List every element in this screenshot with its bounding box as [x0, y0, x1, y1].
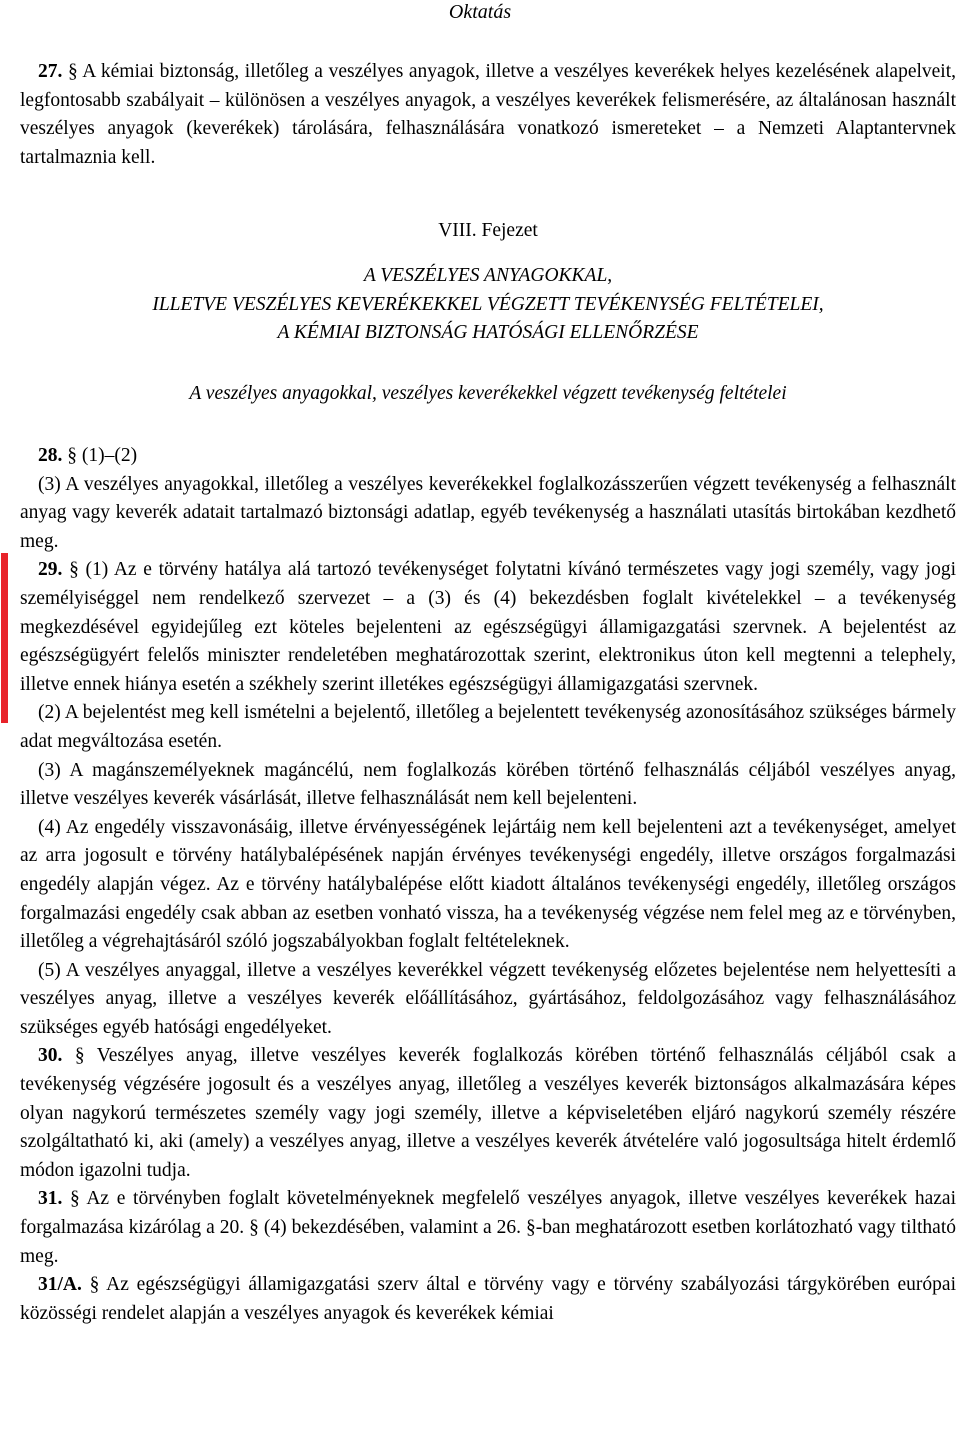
section-30-body: § Veszélyes anyag, illetve veszélyes keverék foglalkozás körében történő felhasználás céljából csak a tevékenység végzésére jogosult és a veszélyes anyag, illetőleg a veszélyes keverék biztonságos alkalmazására képes olyan nagykorú természetes személy vagy jogi személy, illetve a képviseletében eljáró nagykorú személy részére szolgáltatható ki, aki (amely) a veszélyes anyag, illetve a veszélyes keverék átvételére való jogosultsága hitelt érdemlő módon igazolni tudja. [20, 1045, 957, 1181]
section-29-paragraph-3: (3) A magánszemélyeknek magáncélú, nem foglalkozás körében történő felhasználás céljából veszélyes anyag, illetve veszélyes keverék vásárlását, illetve felhasználását nem kell bejelenteni. [20, 759, 956, 810]
section-31a-body: § Az egészségügyi államigazgatási szerv által e törvény vagy e törvény szabályozási tárgykörében európai közösségi rendelet alapján a veszélyes anyagok és keverékek kémiai [20, 1274, 957, 1324]
chapter-heading [20, 217, 956, 246]
change-marker-bar [1, 553, 8, 723]
chapter-title-line-3: A KÉMIAI BIZTONSÁG HATÓSÁGI ELLENŐRZÉSE [277, 322, 699, 344]
section-28-29 [20, 442, 956, 1328]
section-29-number: 29. [38, 559, 63, 581]
section-30-number: 30. [38, 1045, 63, 1067]
section-27-text [20, 58, 956, 172]
section-28-head: § (1)–(2) [67, 445, 138, 466]
section-28-heading [20, 442, 956, 471]
section-29-paragraph-5: (5) A veszélyes anyaggal, illetve a veszélyes keverékkel végzett tevékenység előzetes bejelentése nem helyettesíti a veszélyes anyag, illetve a veszélyes keverék előállításához, gyártásához, feldolgozásához vagy felhasználásához szükséges egyéb hatósági engedélyeket. [20, 959, 956, 1038]
section-31a [20, 1271, 956, 1328]
section-31-body: § Az e törvényben foglalt követelményeknek megfelelő veszélyes anyagok, illetve veszélyes keverékek hazai forgalmazása kizárólag a 20. § (4) bekezdésében, valamint a 26. §-ban meghatározott esetben korlátozható vagy tiltható meg. [20, 1188, 957, 1267]
section-27-body: § A kémiai biztonság, illetőleg a veszélyes anyagok, illetve a veszélyes keverékek helyes kezelésének alapelveit, legfontosabb szabályait – különösen a veszélyes anyagok, a veszélyes keverékek felismerésére, az általánosan használt veszélyes anyagok (keverékek) tárolására, felhasználására vonatkozó ismereteket – a Nemzeti Alaptantervnek tartalmaznia kell. [20, 61, 957, 168]
subtitle-block [20, 380, 956, 409]
subtitle: A veszélyes anyagokkal, veszélyes keverékekkel végzett tevékenység feltételei [189, 383, 787, 404]
section-31a-number: 31/A. [38, 1274, 82, 1296]
section-27 [20, 58, 956, 172]
section-29-paragraph-1 [20, 556, 956, 699]
section-31 [20, 1185, 956, 1271]
page-header: Oktatás [448, 1, 512, 23]
section-29-paragraph-4: (4) Az engedély visszavonásáig, illetve érvényességének lejártáig nem kell bejelenteni azt a tevékenységet, amelyet az arra jogosult e törvény hatálybalépésének napján érvényes tevékenységi engedély, illetve országos forgalmazási engedély alapján végez. Az e törvény hatálybalépése előtt kiadott általános tevékenységi engedély, illetőleg országos forgalmazási engedély csak abban az esetben vonható vissza, ha a tevékenység végzése nem felel meg az e törvényben, illetőleg a végrehajtásáról szóló jogszabályokban foglalt feltételeknek. [20, 816, 956, 953]
chapter-title-line-2: ILLETVE VESZÉLYES KEVERÉKEKKEL VÉGZETT TEVÉKENYSÉG FELTÉTELEI, [152, 293, 824, 315]
section-30 [20, 1042, 956, 1185]
chapter-title-line-1: A VESZÉLYES ANYAGOKKAL, [363, 265, 613, 286]
section-27-number: 27. [38, 61, 63, 82]
section-28-paragraph-3: (3) A veszélyes anyagokkal, illetőleg a veszélyes keverékekkel foglalkozásszerűen végzett tevékenység a felhasznált anyag vagy keverék adatait tartalmazó biztonsági adatlap, egyéb tevékenység a használati utasítás birtokában kezdhető meg. [20, 473, 956, 552]
chapter-title [20, 262, 956, 348]
section-28-number: 28. [38, 445, 63, 466]
section-31-number: 31. [38, 1188, 63, 1210]
section-29-paragraph-2: (2) A bejelentést meg kell ismételni a bejelentő, illetőleg a bejelentett tevékenység azonosításához szükséges bármely adat megváltozása esetén. [20, 702, 956, 752]
chapter-number: VIII. Fejezet [438, 220, 538, 241]
section-29-p1-body: § (1) Az e törvény hatálya alá tartozó tevékenységet folytatni kívánó természetes vagy jogi személy, vagy jogi személyiséggel nem rendelkező szervezet – a (3) és (4) bekezdésben foglalt kivételekkel – a tevékenység megkezdésével egyidejűleg ezt köteles bejelenteni az egészségügyi államigazgatási szervnek. A bejelentést az egészségügyért felelős miniszter rendeletében meghatározottak szerint, elektronikus úton kell megtenni a telephely, illetve ennek hiánya esetén a székhely szerint illetékes egészségügyi államigazgatási szervnek. [20, 559, 957, 695]
